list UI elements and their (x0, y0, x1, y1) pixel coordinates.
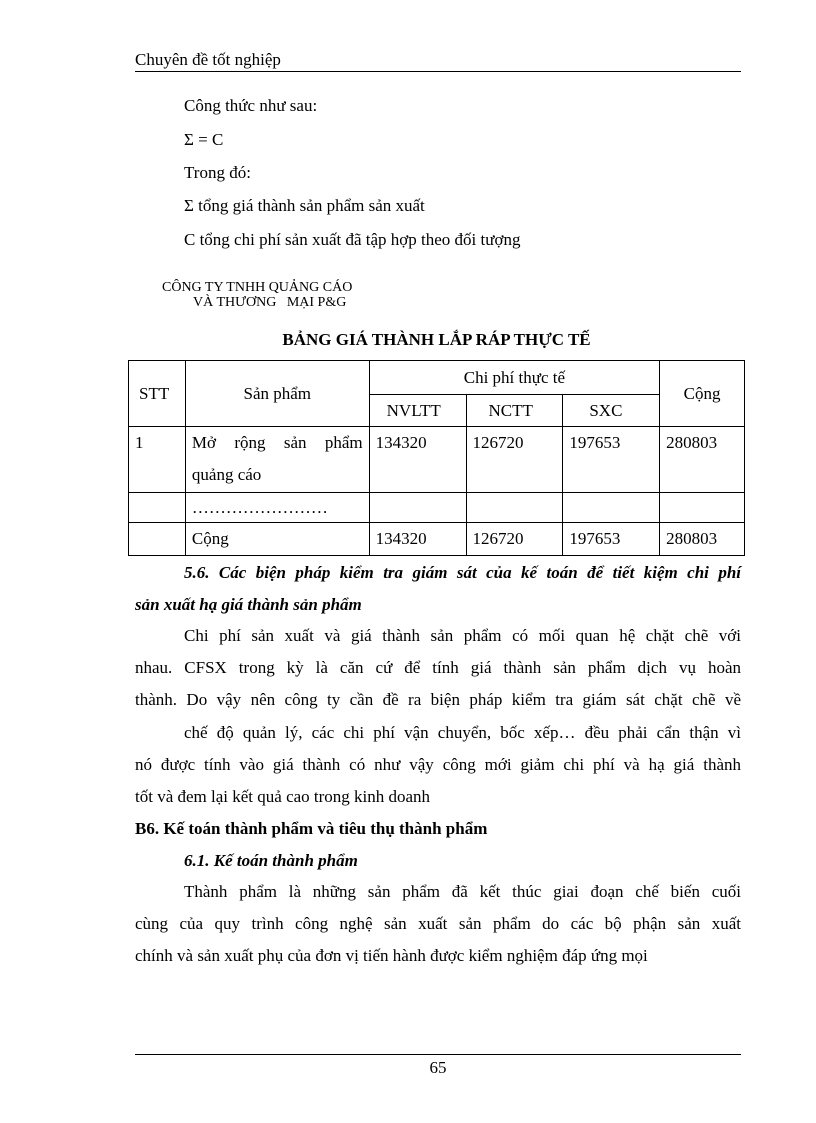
header-product: Sản phẩm (185, 361, 369, 427)
formula-sigma-definition: Σ tổng giá thành sản phẩm sản xuất (184, 196, 425, 215)
cell-stt (129, 493, 186, 523)
formula-equation: Σ = C (184, 130, 224, 149)
cell-sxc: 197653 (563, 523, 660, 556)
cell-nctt: 126720 (466, 427, 563, 493)
table-total-row (129, 523, 745, 556)
cell-product-line1: Mở rộng sản phẩm (191, 433, 363, 452)
cost-table (128, 360, 745, 556)
formula-where: Trong đó: (184, 163, 251, 182)
section-6-1-heading: 6.1. Kế toán thành phẩm (184, 851, 358, 870)
cell-stt (129, 523, 186, 556)
section-6-1-paragraph-line1: Thành phẩm là những sản phẩm đã kết thúc giai đoạn chế biến cuối (184, 882, 741, 901)
company-name-line2: VÀ THƯƠNG MẠI P&G (193, 295, 347, 310)
table-row (129, 427, 745, 493)
cell-sxc: 197653 (563, 427, 660, 493)
header-total: Cộng (660, 361, 745, 427)
header-rule (135, 71, 741, 72)
table-row (129, 493, 745, 523)
section-5-6-paragraph2-line3: tốt và đem lại kết quả cao trong kinh doanh (135, 787, 431, 806)
section-5-6-paragraph1-line2: nhau. CFSX trong kỳ là căn cứ để tính giá thành sản phẩm dịch vụ hoàn (135, 658, 741, 677)
header-stt: STT (129, 361, 186, 427)
header-nctt: NCTT (466, 395, 563, 427)
company-name-line1: CÔNG TY TNHH QUẢNG CÁO (162, 280, 353, 295)
section-5-6-heading-line2: sản xuất hạ giá thành sản phẩm (135, 595, 362, 614)
section-5-6-paragraph2-line1: chế độ quản lý, các chi phí vận chuyển, bốc xếp… đều phải cẩn thận vì (184, 723, 741, 742)
table-header-row (129, 361, 745, 395)
page-header-title: Chuyên đề tốt nghiệp (135, 50, 281, 69)
page-number: 65 (429, 1058, 447, 1077)
cell-total: 280803 (660, 427, 745, 493)
cell-total: 280803 (660, 523, 745, 556)
cell-sxc (563, 493, 660, 523)
cell-stt: 1 (129, 427, 186, 493)
formula-c-definition: C tổng chi phí sản xuất đã tập hợp theo đối tượng (184, 230, 521, 249)
cell-product-line2: quảng cáo (191, 465, 262, 484)
section-6-1-paragraph-line2: cùng của quy trình công nghệ sản xuất sản phẩm do các bộ phận sản xuất (135, 914, 741, 933)
cell-product (185, 427, 369, 493)
section-5-6-paragraph2-line2: nó được tính vào giá thành có như vậy công mới giảm chi phí và hạ giá thành (135, 755, 741, 774)
formula-intro: Công thức như sau: (184, 96, 318, 115)
cell-product: Cộng (185, 523, 369, 556)
section-5-6-paragraph1-line1: Chi phí sản xuất và giá thành sản phẩm có mối quan hệ chặt chẽ với (184, 626, 741, 645)
cell-total (660, 493, 745, 523)
header-actual-cost: Chi phí thực tế (369, 361, 659, 395)
table-title: BẢNG GIÁ THÀNH LẮP RÁP THỰC TẾ (282, 330, 591, 349)
cell-nctt (466, 493, 563, 523)
footer-rule (135, 1054, 741, 1055)
header-sxc: SXC (563, 395, 660, 427)
cell-nctt: 126720 (466, 523, 563, 556)
section-b6-heading: B6. Kế toán thành phẩm và tiêu thụ thành phẩm (135, 819, 488, 838)
header-nvltt: NVLTT (369, 395, 466, 427)
section-6-1-paragraph-line3: chính và sản xuất phụ của đơn vị tiến hành được kiểm nghiệm đáp ứng mọi (135, 946, 648, 965)
section-5-6-paragraph1-line3: thành. Do vậy nên công ty cần đề ra biện pháp kiểm tra giám sát chặt chẽ về (135, 690, 741, 709)
section-5-6-heading-line1: 5.6. Các biện pháp kiểm tra giám sát của kế toán để tiết kiệm chi phí (184, 563, 741, 582)
cell-nvltt: 134320 (369, 427, 466, 493)
cell-nvltt: 134320 (369, 523, 466, 556)
cell-nvltt (369, 493, 466, 523)
cell-product: …………………… (185, 493, 369, 523)
